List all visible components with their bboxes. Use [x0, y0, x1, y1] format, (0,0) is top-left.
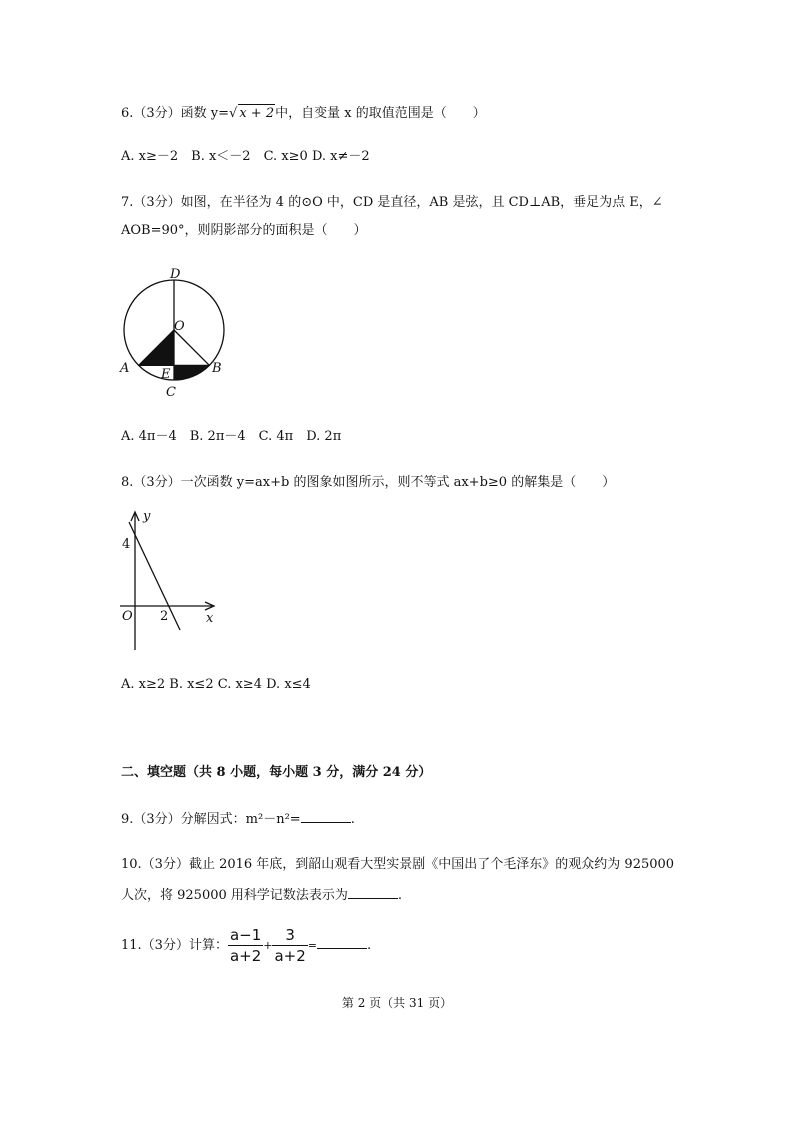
- answer-blank: [317, 924, 367, 949]
- question-7-stem-line1: 7.（3分）如图，在半径为 4 的⊙O 中，CD 是直径，AB 是弦，且 CD⊥AB，垂足为点 E，∠: [121, 195, 663, 210]
- section-2-heading: 二、填空题（共 8 小题，每小题 3 分，满分 24 分）: [121, 765, 432, 780]
- page-footer: 第 2 页（共 31 页）: [341, 996, 453, 1010]
- q9-end: .: [350, 812, 355, 827]
- label-o: O: [174, 319, 185, 334]
- question-9: [121, 808, 355, 829]
- radicand: x + 2: [239, 106, 275, 121]
- fraction-2-denominator: a+2: [274, 947, 306, 965]
- q10-stem-line2: 人次，将 925000 用科学记数法表示为: [121, 888, 348, 903]
- question-6-options: A. x≥－2 B. x＜－2 C. x≥0 D. x≠－2: [121, 149, 370, 164]
- y-axis-label: y: [143, 509, 151, 524]
- q11-stem: 11.（3分）计算：: [121, 938, 228, 953]
- origin-label: O: [122, 609, 133, 624]
- circle-figure: [110, 260, 230, 400]
- fraction-1-numerator: a−1: [229, 926, 262, 944]
- x-intercept-label: 2: [160, 609, 169, 624]
- shaded-segment: [174, 365, 214, 385]
- fraction-1: [228, 925, 263, 966]
- question-10-line1: 10.（3分）截止 2016 年底，到韶山观看大型实景剧《中国出了个毛泽东》的观众约为 925000: [121, 857, 675, 872]
- x-axis-label: x: [206, 611, 214, 626]
- q10-end: .: [397, 888, 403, 903]
- question-6-stem: [121, 104, 486, 123]
- q11-end: .: [367, 938, 372, 953]
- fraction-2: [272, 925, 307, 966]
- q9-stem: 9.（3分）分解因式：m²－n²=: [121, 812, 301, 827]
- q6-stem-after: 中，自变量 x 的取值范围是（ ）: [275, 106, 486, 121]
- label-a: A: [120, 361, 130, 376]
- question-10-line2: [121, 884, 402, 905]
- label-b: B: [212, 361, 222, 376]
- fraction-2-numerator: 3: [272, 925, 307, 946]
- fraction-1-denominator: a+2: [229, 947, 262, 965]
- answer-blank: [301, 808, 351, 823]
- question-7-options: A. 4π－4 B. 2π－4 C. 4π D. 2π: [121, 429, 342, 444]
- question-8-options: A. x≥2 B. x≤2 C. x≥4 D. x≤4: [121, 677, 311, 692]
- label-e: E: [161, 367, 171, 382]
- radical-sign: √: [229, 106, 238, 121]
- y-intercept-label: 4: [122, 537, 131, 552]
- label-c: C: [166, 385, 176, 400]
- radius-ob: [174, 330, 209, 365]
- question-8-stem: 8.（3分）一次函数 y=ax+b 的图象如图所示，则不等式 ax+b≥0 的解集是（ ）: [121, 475, 616, 490]
- plus-sign: +: [263, 939, 273, 952]
- label-d: D: [170, 267, 181, 282]
- linear-function-graph: [112, 502, 232, 652]
- function-line: [129, 522, 180, 630]
- question-11: [121, 924, 371, 966]
- answer-blank: [348, 884, 398, 899]
- equals-sign: =: [307, 939, 318, 952]
- question-7-stem-line2: AOB=90°，则阴影部分的面积是（ ）: [121, 223, 367, 238]
- q6-stem-before: 6.（3分）函数 y=: [121, 106, 230, 121]
